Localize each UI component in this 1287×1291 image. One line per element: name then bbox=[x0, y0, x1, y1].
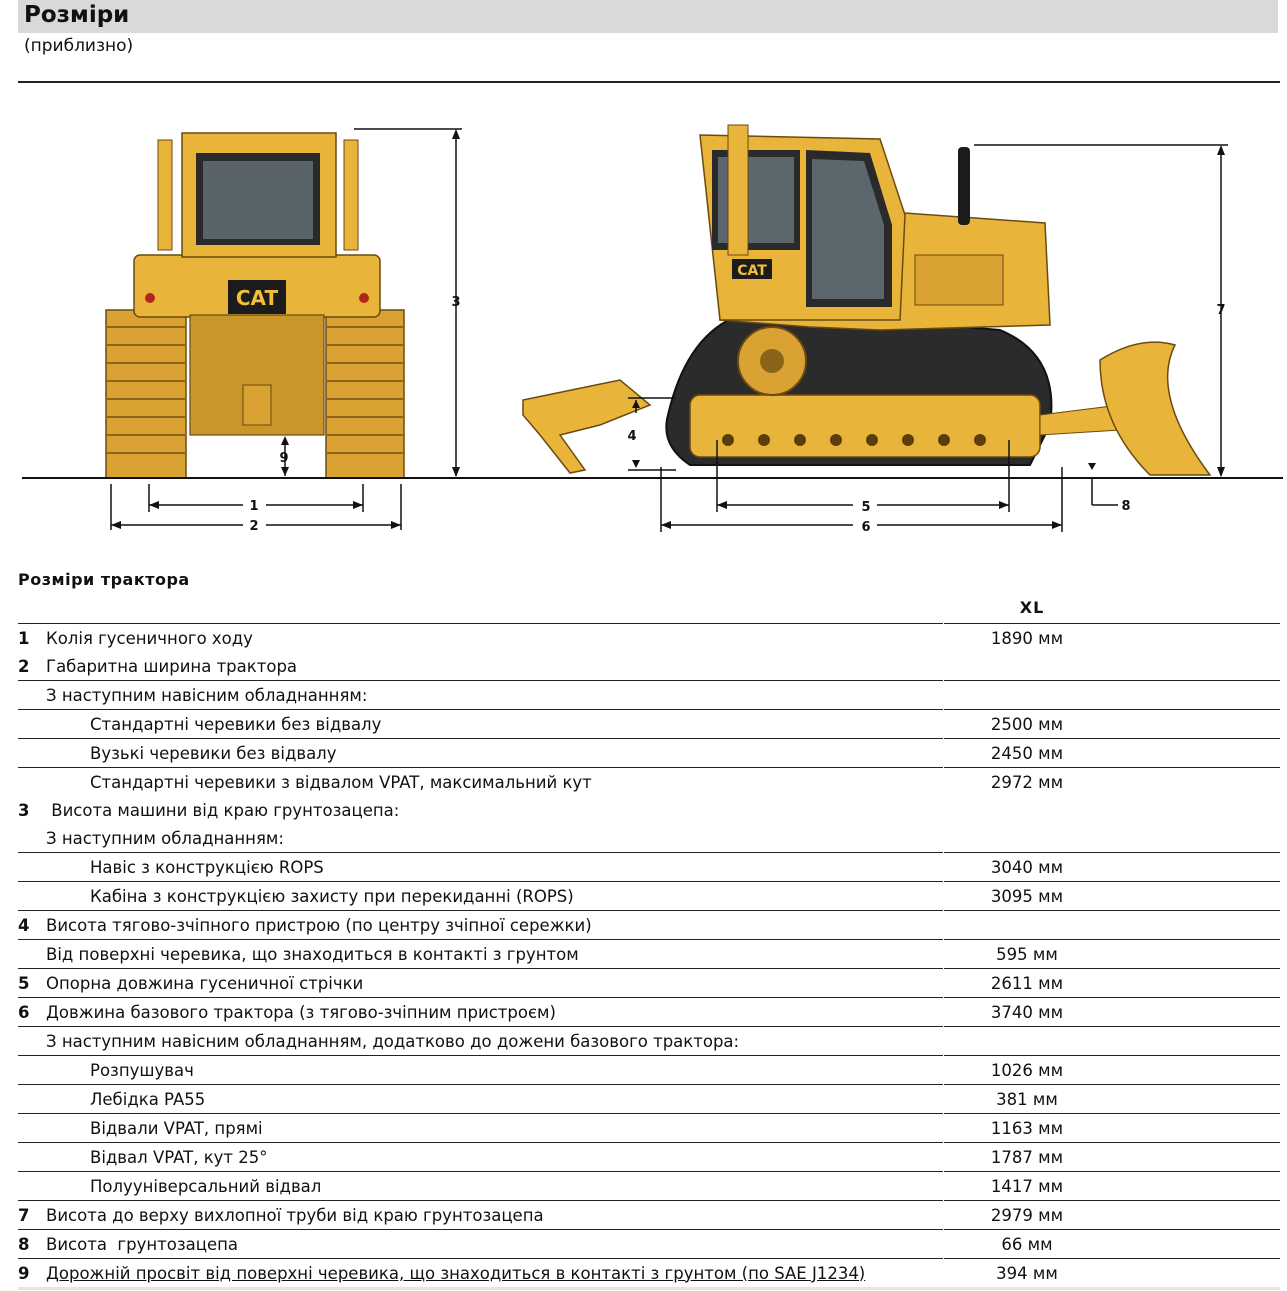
row-label: Відвал VPAT, кут 25° bbox=[90, 1147, 268, 1167]
row-label: Полууніверсальний відвал bbox=[90, 1176, 322, 1196]
row-value: 3095 мм bbox=[990, 886, 1064, 906]
row-value: 66 мм bbox=[1001, 1234, 1053, 1254]
table-row bbox=[18, 624, 1280, 653]
table-row bbox=[18, 1085, 1280, 1114]
row-value: 2450 мм bbox=[990, 743, 1064, 763]
table-row bbox=[18, 1027, 1280, 1056]
row-number: 5 bbox=[18, 973, 30, 993]
row-number bbox=[18, 1056, 46, 1085]
row-label: Від поверхні черевика, що знаходиться в контакті з грунтом bbox=[46, 944, 579, 964]
row-value: 1890 мм bbox=[990, 628, 1064, 648]
row-number: 4 bbox=[18, 915, 30, 935]
dim-label-7: 7 bbox=[1216, 303, 1226, 318]
row-value-cell bbox=[944, 882, 1281, 911]
row-value-cell bbox=[944, 1201, 1281, 1230]
row-number bbox=[18, 1085, 46, 1114]
table-row bbox=[18, 911, 1280, 940]
row-number bbox=[18, 1172, 46, 1201]
row-value-cell bbox=[944, 796, 1281, 824]
page-subtitle: (приблизно) bbox=[24, 36, 134, 56]
table-row bbox=[18, 882, 1280, 911]
row-value-cell bbox=[944, 681, 1281, 710]
row-number: 9 bbox=[18, 1263, 30, 1283]
row-value: 2611 мм bbox=[990, 973, 1064, 993]
row-number bbox=[18, 1027, 46, 1056]
row-value: 394 мм bbox=[996, 1263, 1058, 1283]
row-value-cell bbox=[944, 911, 1281, 940]
table-row bbox=[18, 824, 1280, 853]
row-value-cell bbox=[944, 1027, 1281, 1056]
dim-label-3: 3 bbox=[451, 295, 461, 310]
title-bar bbox=[18, 0, 1278, 33]
row-label: Відвали VPAT, прямі bbox=[90, 1118, 263, 1138]
dim-label-5: 5 bbox=[861, 500, 871, 515]
row-label: Кабіна з конструкцією захисту при перекиданні (ROPS) bbox=[90, 886, 574, 906]
row-label: Лебідка PA55 bbox=[90, 1089, 206, 1109]
row-number bbox=[18, 739, 46, 768]
row-label: З наступним навісним обладнанням, додатково до дожени базового трактора: bbox=[46, 1031, 740, 1051]
row-value-cell bbox=[944, 1085, 1281, 1114]
row-number bbox=[18, 940, 46, 969]
cat-logo-front: CAT bbox=[235, 286, 279, 310]
dimensions-table bbox=[18, 623, 1280, 1287]
row-value: 2979 мм bbox=[990, 1205, 1064, 1225]
row-value-cell bbox=[944, 824, 1281, 853]
row-value: 3040 мм bbox=[990, 857, 1064, 877]
row-label: Висота тягово-зчіпного пристрою (по центру зчіпної сережки) bbox=[46, 915, 592, 935]
row-label: Довжина базового трактора (з тягово-зчіпним пристроєм) bbox=[46, 1002, 556, 1022]
row-value: 2500 мм bbox=[990, 714, 1064, 734]
page-title: Розміри bbox=[24, 2, 130, 28]
row-value-cell bbox=[944, 768, 1281, 797]
table-row bbox=[18, 796, 1280, 824]
table-row bbox=[18, 1259, 1280, 1288]
table-row bbox=[18, 853, 1280, 882]
table-row bbox=[18, 1114, 1280, 1143]
dim-label-4: 4 bbox=[627, 429, 637, 444]
row-value: 381 мм bbox=[996, 1089, 1058, 1109]
row-value: 1417 мм bbox=[990, 1176, 1064, 1196]
row-label: Висота грунтозацепа bbox=[46, 1234, 238, 1254]
row-label: Габаритна ширина трактора bbox=[46, 656, 298, 676]
front-view-dozer bbox=[106, 133, 404, 478]
row-value-cell bbox=[944, 710, 1281, 739]
cat-logo-side: CAT bbox=[737, 263, 767, 279]
table-row bbox=[18, 1143, 1280, 1172]
row-value-cell bbox=[944, 1172, 1281, 1201]
row-number: 6 bbox=[18, 1002, 30, 1022]
row-label: Стандартні черевики без відвалу bbox=[90, 714, 382, 734]
column-header-xl: XL bbox=[1019, 598, 1045, 617]
row-label: Розпушувач bbox=[90, 1060, 194, 1080]
row-number: 7 bbox=[18, 1205, 30, 1225]
row-value-cell bbox=[944, 624, 1281, 653]
dim-label-1: 1 bbox=[249, 499, 259, 514]
row-label: Висота машини від краю грунтозацепа: bbox=[46, 800, 400, 820]
table-row bbox=[18, 1201, 1280, 1230]
row-number bbox=[18, 768, 46, 797]
row-value-cell bbox=[944, 1114, 1281, 1143]
row-number bbox=[18, 1114, 46, 1143]
table-row bbox=[18, 998, 1280, 1027]
row-value: 2972 мм bbox=[990, 772, 1064, 792]
row-value-cell bbox=[944, 739, 1281, 768]
table-row bbox=[18, 1230, 1280, 1259]
row-value: 595 мм bbox=[996, 944, 1058, 964]
row-number bbox=[18, 882, 46, 911]
row-value-cell bbox=[944, 1056, 1281, 1085]
row-label: З наступним навісним обладнанням: bbox=[46, 685, 368, 705]
row-label: Навіс з конструкцією ROPS bbox=[90, 857, 324, 877]
top-divider bbox=[18, 81, 1280, 83]
row-value-cell bbox=[944, 1143, 1281, 1172]
row-value-cell bbox=[944, 940, 1281, 969]
row-number bbox=[18, 853, 46, 882]
row-value: 1787 мм bbox=[990, 1147, 1064, 1167]
table-row bbox=[18, 652, 1280, 681]
row-number bbox=[18, 1143, 46, 1172]
row-label: Вузькі черевики без відвалу bbox=[90, 743, 337, 763]
table-row bbox=[18, 739, 1280, 768]
table-heading: Розміри трактора bbox=[18, 570, 190, 589]
row-label: Стандартні черевики з відвалом VPAT, максимальний кут bbox=[90, 772, 592, 792]
row-value-cell bbox=[944, 853, 1281, 882]
table-row bbox=[18, 768, 1280, 797]
row-label: Опорна довжина гусеничної стрічки bbox=[46, 973, 364, 993]
row-value-cell bbox=[944, 1259, 1281, 1288]
dim-label-6: 6 bbox=[861, 520, 871, 535]
table-row bbox=[18, 710, 1280, 739]
row-value: 3740 мм bbox=[990, 1002, 1064, 1022]
row-number: 2 bbox=[18, 656, 30, 676]
dimension-diagram bbox=[0, 95, 1287, 545]
bottom-divider bbox=[18, 1287, 1280, 1290]
row-number bbox=[18, 710, 46, 739]
row-label: Колія гусеничного ходу bbox=[46, 628, 253, 648]
dim-label-9: 9 bbox=[279, 451, 289, 466]
row-number bbox=[18, 824, 46, 853]
row-label: Дорожній просвіт від поверхні черевика, що знаходиться в контакті з грунтом (по SAE J1234) bbox=[46, 1263, 866, 1283]
table-row bbox=[18, 681, 1280, 710]
row-value-cell bbox=[944, 1230, 1281, 1259]
row-value: 1163 мм bbox=[990, 1118, 1064, 1138]
row-value: 1026 мм bbox=[990, 1060, 1064, 1080]
dim-label-2: 2 bbox=[249, 519, 259, 534]
table-row bbox=[18, 940, 1280, 969]
table-row bbox=[18, 1172, 1280, 1201]
row-number: 8 bbox=[18, 1234, 30, 1254]
row-value-cell bbox=[944, 969, 1281, 998]
row-number: 1 bbox=[18, 628, 30, 648]
row-label: З наступним обладнанням: bbox=[46, 828, 284, 848]
table-row bbox=[18, 1056, 1280, 1085]
row-number: 3 bbox=[18, 800, 30, 820]
row-value-cell bbox=[944, 998, 1281, 1027]
row-number bbox=[18, 681, 46, 710]
table-row bbox=[18, 969, 1280, 998]
side-view-dozer bbox=[523, 125, 1210, 475]
row-label: Висота до верху вихлопної труби від краю грунтозацепа bbox=[46, 1205, 544, 1225]
dim-label-8: 8 bbox=[1121, 499, 1131, 514]
row-value-cell bbox=[944, 652, 1281, 681]
